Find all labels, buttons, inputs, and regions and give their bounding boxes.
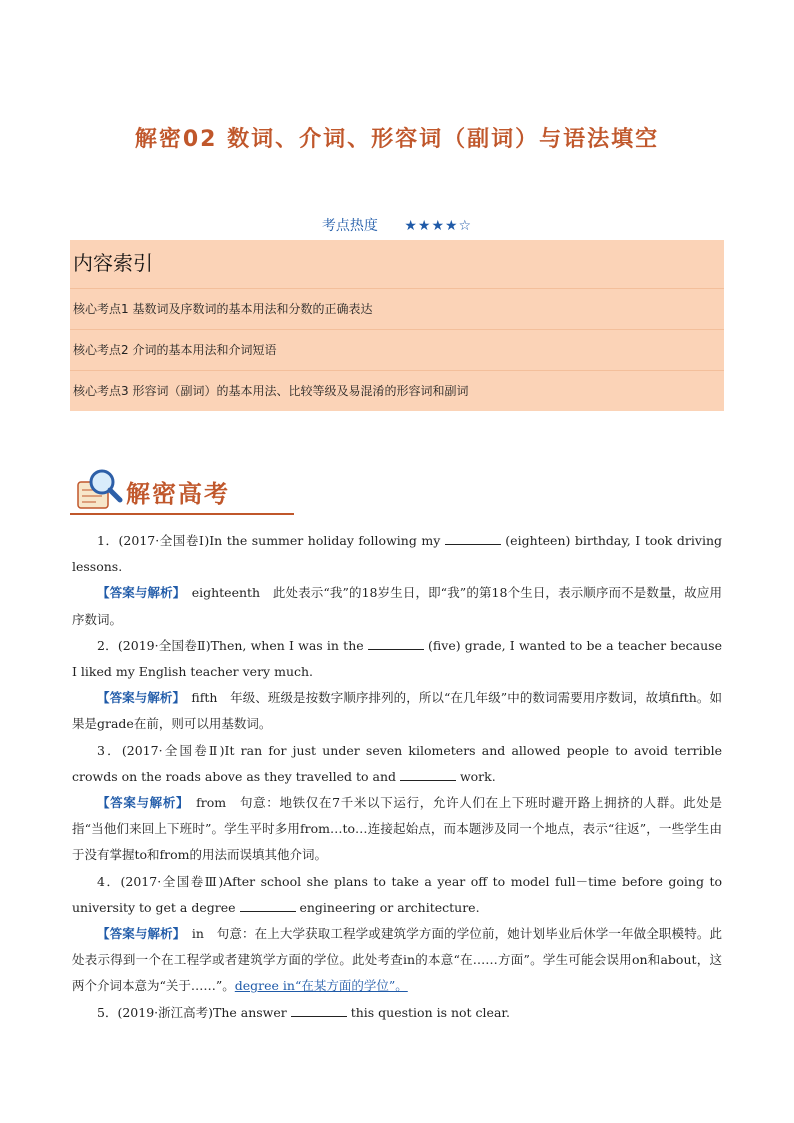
answer-tag: 【答案与解析】 (97, 795, 183, 811)
question-4: 4．(2017·全国卷Ⅲ)After school she plans to take a year off to model full－time before going to university to get a degree engineering or architecture. (72, 873, 722, 915)
question-2: 2．(2019·全国卷Ⅱ)Then, when I was in the (five) grade, I wanted to be a teacher because I liked my English teacher very much. (72, 637, 722, 680)
answer-2 (72, 685, 722, 737)
answer-explain: 句意：在上大学获取工程学或建筑学方面的学位前，她计划毕业后休学一年做全职模特。此处表示得到一个在工程学或者建筑学方面的学位。此处考查in的本意“在……方面”。学生可能会误用on和about，这两个介词本意为“关于……”。 (72, 926, 722, 994)
answer-explain: 句意：地铁仅在7千米以下运行，允许人们在上下班时避开路上拥挤的人群。此处是指“当他们来回上下班时”。学生平时多用from…to…连接起始点，而本题涉及同一个地点，表示“往返”，一些学生由于没有掌握to和from的用法而误填其他介词。 (72, 795, 722, 863)
answer-tag: 【答案与解析】 (97, 690, 179, 706)
index-item: 核心考点2 介词的基本用法和介词短语 (70, 330, 724, 371)
magnifier-icon (70, 466, 126, 516)
answer-blank (400, 768, 456, 781)
index-item: 核心考点1 基数词及序数词的基本用法和分数的正确表达 (70, 289, 724, 330)
index-heading: 内容索引 (70, 240, 724, 289)
answer-word: from (196, 795, 227, 811)
question-1: 1．(2017·全国卷Ⅰ)In the summer holiday following my (eighteen) birthday, I took driving lessons. (72, 533, 722, 575)
answer-blank (445, 532, 501, 545)
content-index (70, 240, 724, 411)
answer-blank (240, 899, 296, 912)
question-3: 3．(2017·全国卷Ⅱ)It ran for just under seven kilometers and allowed people to avoid terrible crowds on the roads above as they travelled to and work. (72, 742, 722, 784)
section-banner (70, 466, 290, 516)
answer-word: fifth (191, 690, 218, 706)
heat-stars: ★★★★☆ (404, 218, 473, 234)
answer-3 (72, 790, 722, 869)
answer-word: in (191, 926, 204, 942)
heat-label: 考点热度 (321, 218, 378, 234)
question-list (72, 528, 722, 1026)
section-underline (70, 513, 294, 515)
index-item: 核心考点3 形容词（副词）的基本用法、比较等级及易混淆的形容词和副词 (73, 384, 469, 398)
question-5: 5．(2019·浙江高考)The answer this question is not clear. (97, 1004, 510, 1020)
answer-4 (72, 921, 722, 1000)
answer-word: eighteenth (191, 585, 261, 601)
document-title: 解密02 数词、介词、形容词（副词）与语法填空 (134, 127, 660, 152)
answer-tag: 【答案与解析】 (97, 926, 180, 942)
answer-blank (368, 637, 424, 650)
answer-link[interactable]: degree in“在某方面的学位”。 (234, 978, 408, 994)
answer-explain: 此处表示“我”的18岁生日，即“我”的第18个生日，表示顺序而不是数量，故应用序数词。 (72, 585, 722, 627)
section-title: 解密高考 (126, 480, 230, 508)
topic-heat (0, 215, 794, 235)
answer-1 (72, 580, 722, 632)
answer-blank (291, 1004, 347, 1017)
answer-tag: 【答案与解析】 (97, 585, 180, 601)
answer-explain: 年级、班级是按数字顺序排列的，所以“在几年级”中的数词需要用序数词，故填fifth。如果是grade在前，则可以用基数词。 (72, 690, 722, 732)
